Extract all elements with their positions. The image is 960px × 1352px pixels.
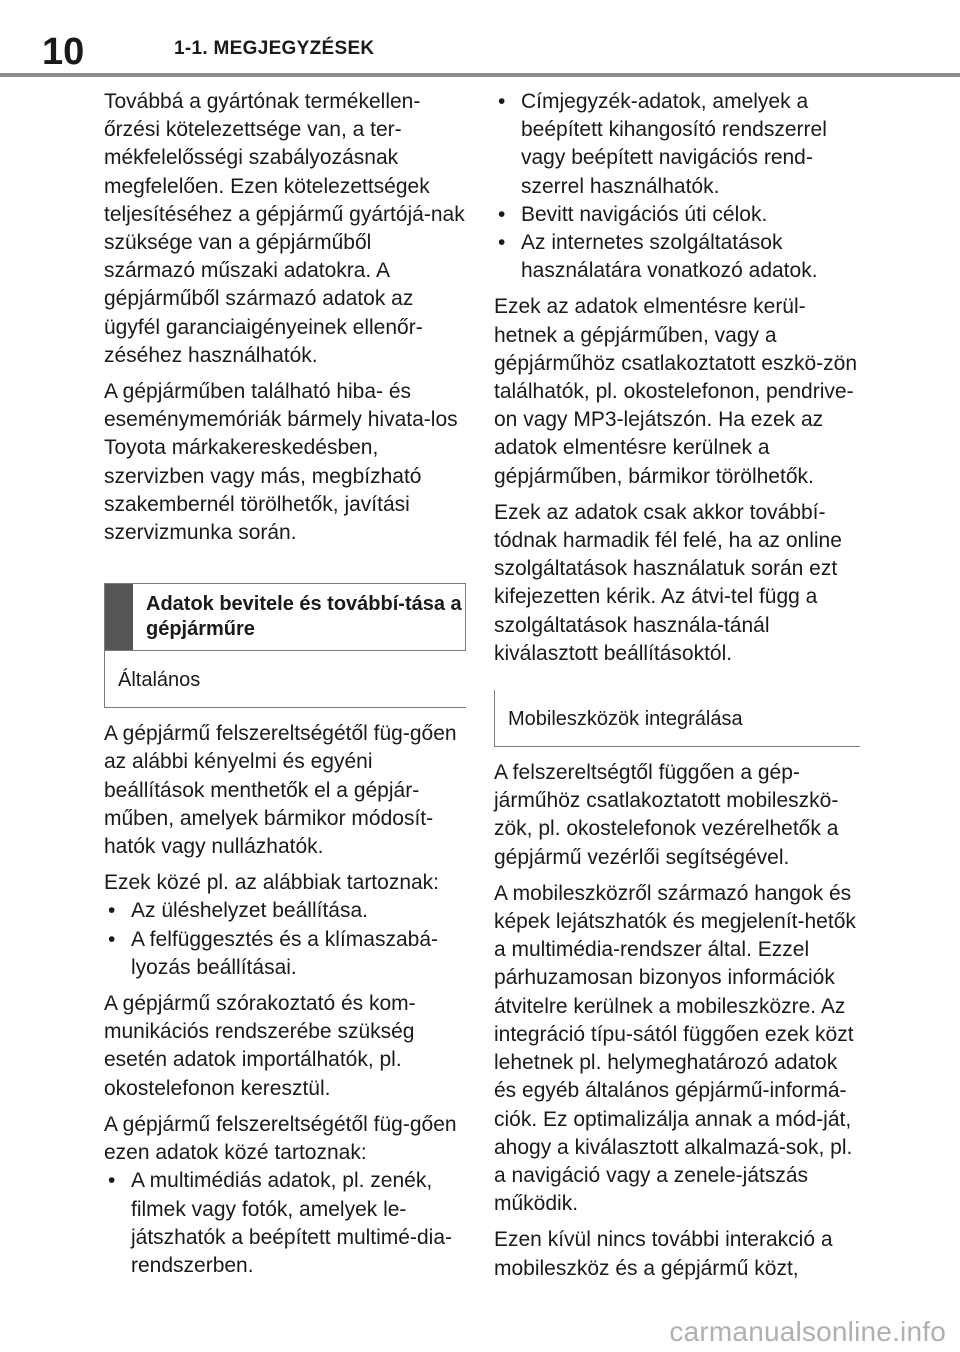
section-title: 1-1. MEGJEGYZÉSEK	[174, 38, 375, 59]
header-divider	[0, 73, 960, 77]
paragraph: Ezek az adatok elmentésre kerül-hetnek a gépjárműben, vagy a gépjárműhöz csatlakoztatott eszkö-zön találhatók, pl. okostelefonon, pendrive-on vagy MP3-lejátszón. Ha ezek az adatok elmentésre kerülnek a gépjárműben, bármikor törölhetők.	[494, 295, 858, 488]
section-heading-box	[104, 583, 466, 651]
subheading-mobile	[494, 690, 860, 747]
subheading-divider	[104, 651, 105, 707]
paragraph: A felszereltségtől függően a gép-járműhöz csatlakoztatott mobileszkö-zök, pl. okostelefonok vezérelhetők a gépjármű vezérlői segítségével.	[494, 761, 839, 869]
paragraph: Továbbá a gyártónak termékellen-őrzési kötelezettsége van, a ter-mékfelelősségi szabályozásnak megfelelően. Ezen kötelezettségek teljesítéséhez a gépjármű gyártójá-nak szüksége van a gépjárműből származó műszaki adatokra. A gépjárműből származó adatok az ügyfél garanciaigényeinek ellenőr-zéséhez használhatók.	[104, 90, 465, 367]
section-heading: Adatok bevitele és továbbí-tása a gépjárműre	[146, 593, 462, 641]
bullet-list	[104, 1167, 466, 1280]
heading-accent-bar	[105, 584, 133, 650]
right-column	[494, 88, 860, 1291]
paragraph: A mobileszközről származó hangok és képek lejátszhatók és megjelenít-hetők a multimédia-rendszer által. Ezzel párhuzamosan bizonyos információk átvitelre kerülnek a mobileszközre. Az integráció típu-sától függően ezek közt lehetnek pl. helymeghatározó adatok és egyéb általános gépjármű-informá-ciók. Ez optimalizálja annak a mód-ját, ahogy a kiválasztott alkalmazá-sok, pl. a navigáció vagy a zenele-játszás működik.	[494, 881, 856, 1216]
paragraph: A gépjárműben található hiba- és eseménymemóriák bármely hivata-los Toyota márkakereskedésben, szervizben vagy más, megbízható szakembernél törölhetők, javítási szervizmunka során.	[104, 380, 458, 545]
list-item: • Címjegyzék-adatok, amelyek a beépített kihangosító rendszerrel vagy beépített navigációs rend-szerrel használhatók.	[494, 88, 860, 201]
bullet-list	[494, 88, 860, 285]
subheading-divider	[494, 690, 495, 746]
left-column	[104, 88, 466, 1288]
subheading-label: Általános	[118, 669, 201, 692]
list-item: • Az üléshelyzet beállítása.	[104, 897, 466, 925]
paragraph: A gépjármű szórakoztató és kom-munikációs rendszerébe szükség esetén adatok importálhatók, pl. okostelefonon keresztül.	[104, 992, 416, 1100]
paragraph: Ezen kívül nincs további interakció a mobileszköz és a gépjármű közt,	[494, 1228, 833, 1280]
page-number: 10	[42, 31, 85, 73]
subheading-general	[104, 651, 466, 708]
bullet-list	[104, 897, 466, 982]
list-item: • A multimédiás adatok, pl. zenék, filmek vagy fotók, amelyek le-játszhatók a beépített multimé-dia-rendszerben.	[104, 1167, 466, 1280]
list-item: • Bevitt navigációs úti célok.	[494, 201, 860, 229]
paragraph: A gépjármű felszereltségétől füg-gően az alábbi kényelmi és egyéni beállítások menthetők el a gépjár-műben, amelyek bármikor módosít-hatók vagy nullázhatók.	[104, 722, 457, 859]
list-item: • Az internetes szolgáltatások használatára vonatkozó adatok.	[494, 229, 860, 285]
paragraph: Ezek az adatok csak akkor továbbí-tódnak harmadik fél felé, ha az online szolgáltatások használatuk során ezt kifejezetten kérik. Az átvi-tel függ a szolgáltatások használa-tánál kiválasztott beállításoktól.	[494, 500, 842, 665]
paragraph: Ezek közé pl. az alábbiak tartoznak:	[104, 871, 440, 895]
paragraph: A gépjármű felszereltségétől füg-gően ezen adatok közé tartoznak:	[104, 1112, 457, 1165]
subheading-label: Mobileszközök integrálása	[508, 708, 743, 731]
list-item: • A felfüggesztés és a klímaszabá-lyozás beállításai.	[104, 926, 466, 982]
watermark: carmanualsonline.info	[669, 1316, 946, 1347]
